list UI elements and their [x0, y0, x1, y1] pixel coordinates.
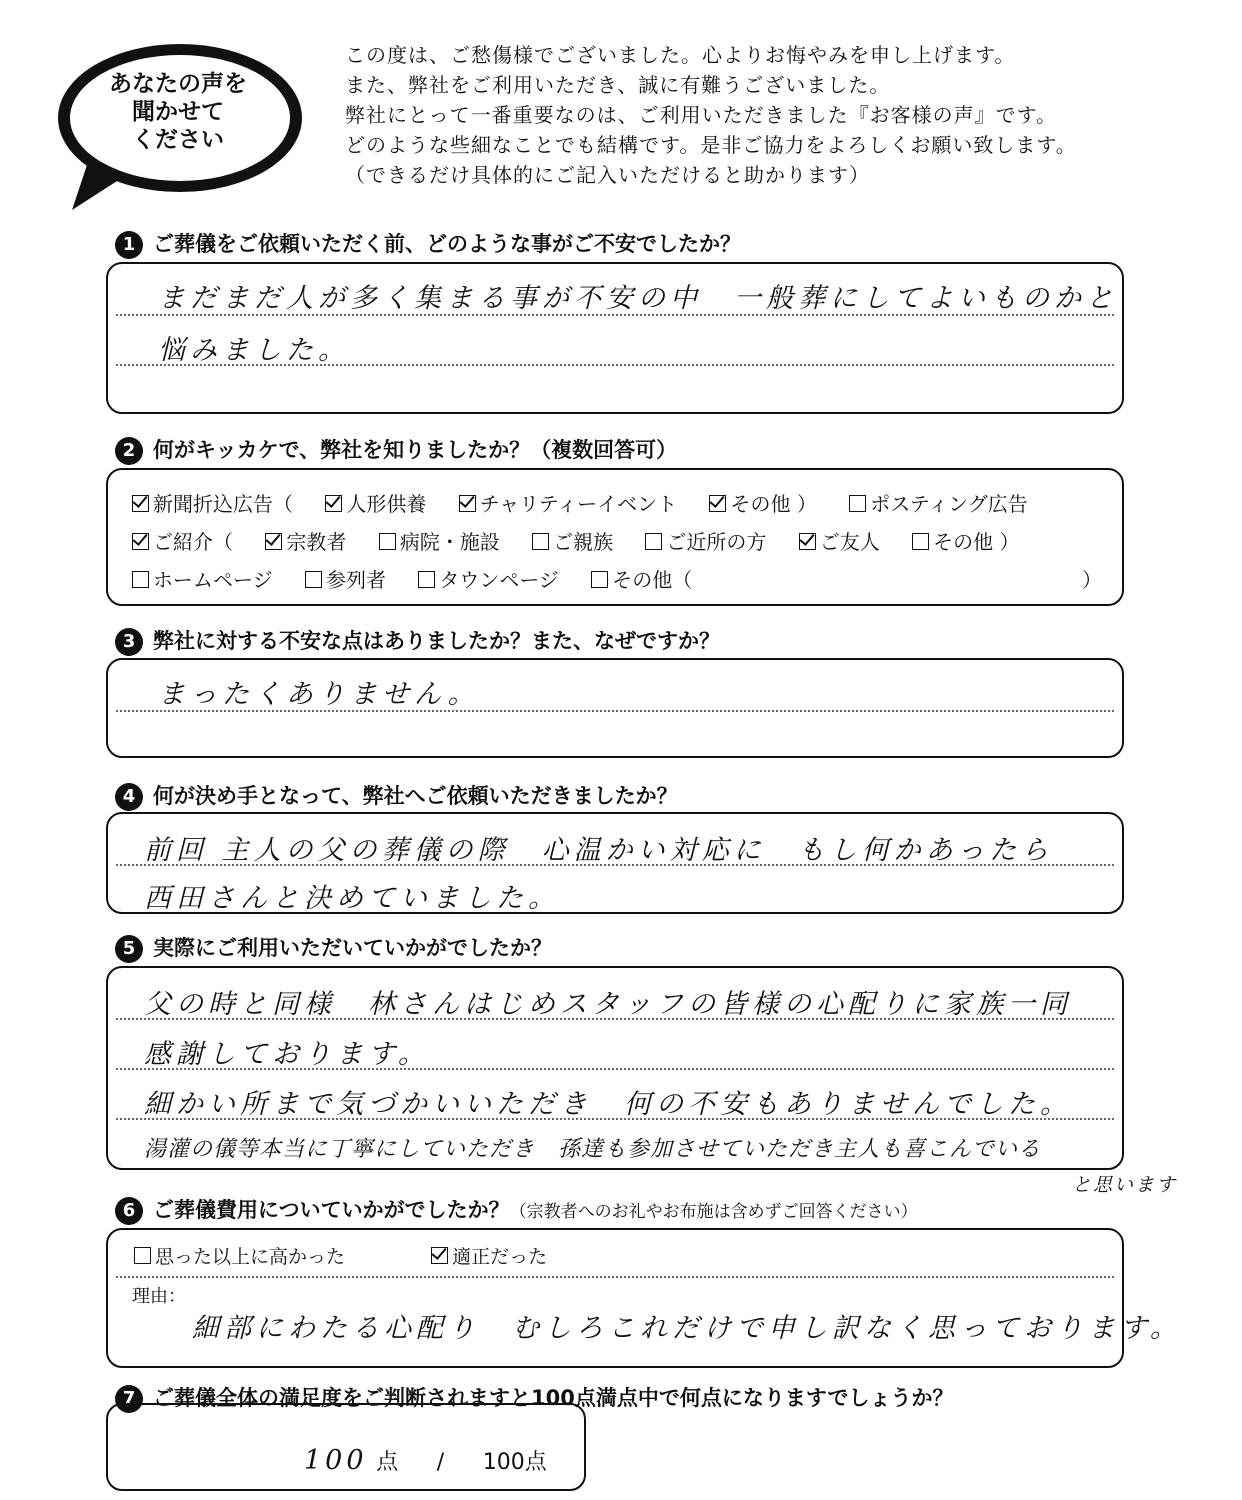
score-row: [304, 1445, 547, 1476]
answer-box-2: [106, 468, 1124, 606]
option-charity-event[interactable]: チャリティーイベント: [459, 492, 677, 516]
option-other-3[interactable]: その他（: [591, 568, 692, 592]
option-posting-ad[interactable]: ポスティング広告: [849, 492, 1028, 516]
answer-box-4[interactable]: [106, 812, 1124, 914]
answer-5-overflow: と思います: [1072, 1174, 1178, 1196]
answer-5-line-1: 父の時と同様 林さんはじめスタッフの皆様の心配りに家族一同: [144, 989, 1072, 1020]
option-attendee[interactable]: 参列者: [305, 568, 386, 592]
option-neighbors[interactable]: ご近所の方: [645, 530, 766, 554]
score-unit: 点: [376, 1450, 399, 1475]
option-too-expensive[interactable]: 思った以上に高かった: [134, 1246, 345, 1268]
options-row-3: [132, 564, 1102, 593]
option-appropriate[interactable]: 適正だった: [431, 1246, 547, 1268]
answer-3-line-1: まったくありません。: [158, 679, 480, 710]
option-other-2[interactable]: その他 ）: [912, 530, 1019, 554]
answer-5-line-2: 感謝しております。: [144, 1039, 430, 1070]
answer-box-6: [106, 1228, 1182, 1368]
option-newspaper[interactable]: 新聞折込広告（: [132, 492, 293, 516]
question-6: 6 ご葬儀費用についていかがでしたか？（宗教者へのお礼やお布施は含めずご回答ください）: [115, 1194, 918, 1225]
score-box[interactable]: [106, 1403, 586, 1491]
score-slash: /: [436, 1450, 445, 1475]
option-hospital[interactable]: 病院・施設: [379, 530, 500, 554]
answer-4-line-2: 西田さんと決めていました。: [144, 883, 560, 914]
answer-1-line-1: まだまだ人が多く集まる事が不安の中 一般葬にしてよいものかと: [158, 283, 1118, 314]
question-5: 5 実際にご利用いただいていかがでしたか？: [115, 932, 552, 963]
answer-box-1[interactable]: [106, 262, 1124, 414]
intro-text: この度は、ご愁傷様でございました。心よりお悔やみを申し上げます。 また、弊社をご利用いただき、誠に有難うございました。 弊社にとって一番重要なのは、ご利用いただきました『お客様の声』です。 どのような些細なことでも結構です。是非ご協力をよろしくお願い致します。 （できるだけ具体的にご記入いただけると助かります）: [345, 43, 1077, 187]
option-other-3-close: ）: [1082, 568, 1102, 592]
options-row-1: [132, 488, 1054, 517]
cost-options: [134, 1242, 573, 1269]
question-4: 4 何が決め手となって、弊社へご依頼いただきましたか？: [115, 780, 678, 811]
option-homepage[interactable]: ホームページ: [132, 568, 273, 592]
option-townpage[interactable]: タウンページ: [418, 568, 559, 592]
option-friends[interactable]: ご友人: [799, 530, 880, 554]
reason-answer[interactable]: 細部にわたる心配り むしろこれだけで申し訳なく思っております。: [192, 1313, 1182, 1344]
question-2: 2 何がキッカケで、弊社を知りましたか？（複数回答可）: [115, 434, 677, 465]
option-other-1[interactable]: その他 ）: [709, 492, 816, 516]
score-max: 100点: [482, 1450, 547, 1475]
options-row-2: [132, 526, 1046, 555]
question-3: 3 弊社に対する不安な点はありましたか？また、なぜですか？: [115, 625, 720, 656]
answer-5-line-3: 細かい所まで気づかいいただき 何の不安もありませんでした。: [144, 1089, 1072, 1120]
answer-4-line-1: 前回 主人の父の葬儀の際 心温かい対応に もし何かあったら: [144, 835, 1054, 866]
option-relatives[interactable]: ご親族: [532, 530, 613, 554]
speech-bubble: [50, 38, 310, 218]
bubble-title: あなたの声を 聞かせて ください: [109, 71, 247, 153]
answer-1-line-2: 悩みました。: [158, 335, 350, 366]
option-referral[interactable]: ご紹介（: [132, 530, 233, 554]
option-religious[interactable]: 宗教者: [265, 530, 346, 554]
answer-box-3[interactable]: [106, 658, 1124, 758]
question-1: 1 ご葬儀をご依頼いただく前、どのような事がご不安でしたか？: [115, 228, 741, 259]
reason-label: 理由：: [132, 1286, 186, 1307]
answer-5-line-4: 湯灌の儀等本当に丁寧にしていただき 孫達も参加させていただき主人も喜こんでいる: [144, 1137, 1042, 1162]
score-value: 100: [304, 1445, 368, 1476]
answer-box-5[interactable]: [106, 966, 1124, 1170]
question-7: 7 ご葬儀全体の満足度をご判断されますと100点満点中で何点になりますでしょうか？: [115, 1382, 953, 1413]
option-doll-memorial[interactable]: 人形供養: [325, 492, 426, 516]
